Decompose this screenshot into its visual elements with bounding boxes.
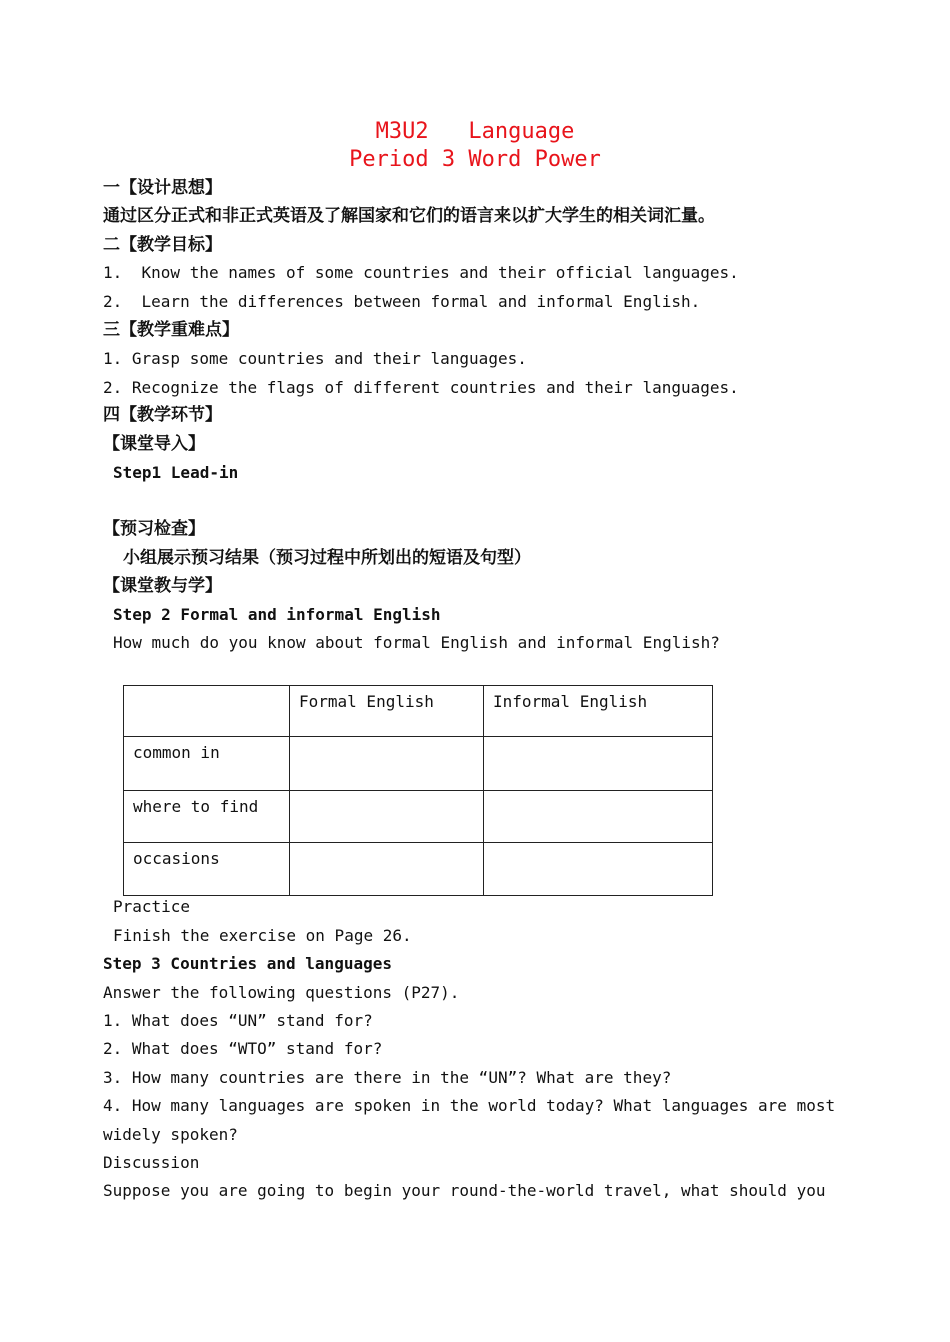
table-cell <box>290 843 484 896</box>
goals-heading: 二【教学目标】 <box>103 235 222 255</box>
keypoint-2: 2. Recognize the flags of different countries and their languages. <box>103 378 739 397</box>
practice-label: Practice <box>113 897 191 916</box>
table-header-cell: Informal English <box>484 686 713 737</box>
table-cell <box>290 791 484 843</box>
step3-intro: Answer the following questions (P27). <box>103 983 460 1002</box>
table-row <box>124 737 713 791</box>
question-3: 3. How many countries are there in the “UN”? What are they? <box>103 1068 672 1087</box>
goal-1: 1. Know the names of some countries and their official languages. <box>103 263 739 282</box>
table-header-cell <box>124 686 290 737</box>
design-text: 通过区分正式和非正式英语及了解国家和它们的语言来以扩大学生的相关词汇量。 <box>103 206 715 226</box>
keypoint-1: 1. Grasp some countries and their languages. <box>103 349 527 368</box>
preview-text: 小组展示预习结果（预习过程中所划出的短语及句型） <box>123 548 531 568</box>
table-cell <box>484 791 713 843</box>
table-cell: common in <box>124 737 290 791</box>
formal-informal-table <box>123 685 713 896</box>
practice-text: Finish the exercise on Page 26. <box>113 926 412 945</box>
goal-2: 2. Learn the differences between formal and informal English. <box>103 292 701 311</box>
table-header-cell: Formal English <box>290 686 484 737</box>
table-header-row <box>124 686 713 737</box>
keypoints-heading: 三【教学重难点】 <box>103 320 239 340</box>
step2-question: How much do you know about formal English and informal English? <box>113 633 720 652</box>
step2-title: Step 2 Formal and informal English <box>113 605 441 624</box>
table-row <box>124 843 713 896</box>
discussion-label: Discussion <box>103 1153 200 1172</box>
question-1: 1. What does “UN” stand for? <box>103 1011 373 1030</box>
table-row <box>124 791 713 843</box>
teaching-heading: 【课堂教与学】 <box>103 576 222 596</box>
table-cell <box>484 843 713 896</box>
discussion-text: Suppose you are going to begin your round-the-world travel, what should you <box>103 1181 826 1200</box>
table-cell <box>484 737 713 791</box>
step1-title: Step1 Lead-in <box>113 463 239 482</box>
table-cell <box>290 737 484 791</box>
design-heading: 一【设计思想】 <box>103 178 222 198</box>
step3-title: Step 3 Countries and languages <box>103 954 392 973</box>
steps-heading: 四【教学环节】 <box>103 405 222 425</box>
title-line-2: Period 3 Word Power <box>349 147 601 172</box>
intro-heading: 【课堂导入】 <box>103 434 205 454</box>
question-4-line-1: 4. How many languages are spoken in the world today? What languages are most <box>103 1096 836 1115</box>
question-4-line-2: widely spoken? <box>103 1125 238 1144</box>
title-line-1: M3U2 Language <box>375 119 575 144</box>
table-cell: occasions <box>124 843 290 896</box>
question-2: 2. What does “WTO” stand for? <box>103 1039 383 1058</box>
table-cell: where to find <box>124 791 290 843</box>
preview-heading: 【预习检查】 <box>103 519 205 539</box>
